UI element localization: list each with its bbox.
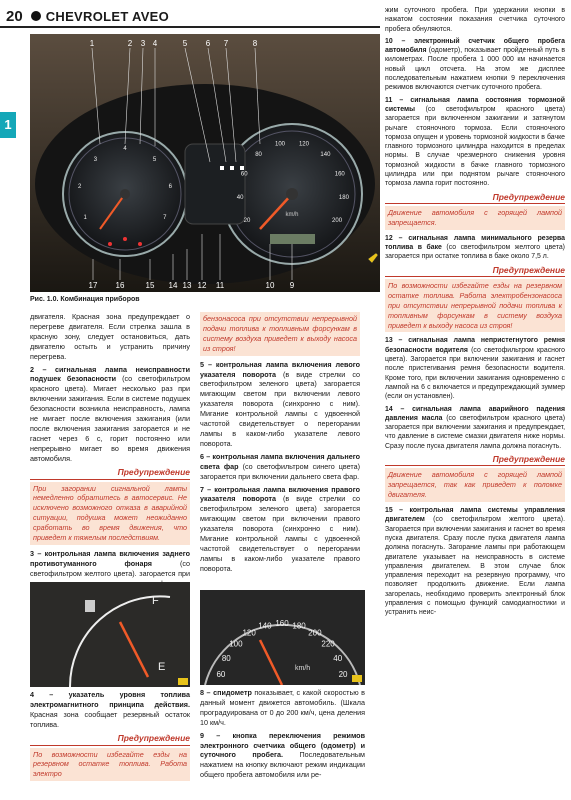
item-15-text: (со светофильтром желтого цвета). Загорается при включении зажигания и гаснет во время пуска двигателя. Сразу после пуска двигателя лампа должна погаснуть. Загорание лампы при работающем двигателе указывает на неисправность в системе управления двигателем. В этом случае блок управления переходит на резервную программу, что позволяет продолжить движение. Если лампа загорелась, необходимо проверить электронный блок управления с помощью функций самодиагностики и устранить неис- <box>385 516 565 617</box>
speed-scale-label: 140 <box>320 152 331 159</box>
text-column-2 <box>200 312 360 577</box>
item-11-text: (со светофильтром красного цвета) загорается при включенном зажигании и затянутом рычаге стояночного тормоза. Если стояночного тормоза опущен и уровень тормозной жидкости в бачке главного тормозного цилиндра находится в пределах нормы. В случае чрезмерного снижения уровня тормозной жидкости в бачке главного тормозного цилиндра или при поднятом рычаге стояночного тормоза лампа горит постоянно. <box>385 105 565 188</box>
page-number: 20 <box>6 7 23 25</box>
warning-box-2: По возможности избегайте езды на резервном остатке топлива. Работа электро <box>30 748 190 782</box>
item-8-lead: 8 – спидометр <box>200 688 252 697</box>
speedo-photo-label: 160 <box>275 619 289 628</box>
callout-number: 12 <box>197 281 207 290</box>
speedo-unit-label: km/h <box>295 665 311 672</box>
item-14-lead: 14 – сигнальная лампа аварийного падения давления масла <box>385 405 565 422</box>
fuel-gauge-photo <box>30 582 190 687</box>
callout-number: 8 <box>252 39 258 48</box>
text-column-2-bottom <box>200 688 365 783</box>
paragraph-14 <box>385 405 565 451</box>
instrument-cluster-photo <box>30 34 380 292</box>
item-11-lead: 11 – сигнальная лампа состояния тормозной системы <box>385 96 565 113</box>
rpm-scale-label: 7 <box>163 215 167 221</box>
speed-scale-label: 200 <box>332 218 343 224</box>
callout-number: 1 <box>89 39 95 48</box>
item-13-text: (со светофильтром красного цвета). Загорается при включении зажигания и гаснет после пристегивания ремня безопасности водителя. Кроме того, при включении зажигания одновременно с лампой на 6 с включается и предупреждающий зуммер (если он установлен). <box>385 346 565 401</box>
item-13-lead: 13 – сигнальная лампа непристегнутого ремня безопасности водителя <box>385 337 565 354</box>
speedo-photo-label: 120 <box>242 628 256 638</box>
callout-number: 11 <box>215 281 225 290</box>
paragraph-7 <box>200 485 360 574</box>
speed-scale-label: 80 <box>255 152 262 159</box>
warning-box-3: Движение автомобиля с горящей лампой запрещается. <box>385 206 565 230</box>
callout-number: 2 <box>127 39 133 48</box>
item-6-lead: 6 – контрольная лампа включения дальнего света фар <box>200 451 360 471</box>
paragraph-10 <box>385 37 565 93</box>
item-4-text: Красная зона сообщает резервный остаток топлива. <box>30 709 190 729</box>
callout-number: 7 <box>223 39 229 48</box>
item-3-lead: 3 – контрольная лампа включения заднего противотуманного фонаря <box>30 548 190 568</box>
warning-heading-4: Предупреждение <box>385 266 565 277</box>
text-column-1-bottom <box>30 690 190 785</box>
rpm-scale-label: 1 <box>83 215 87 221</box>
warning-heading-2: Предупреждение <box>30 734 190 746</box>
warning-heading-5: Предупреждение <box>385 455 565 466</box>
page-header <box>0 6 380 26</box>
item-9-lead: 9 – кнопка переключения режимов электронного счетчика общего (одометр) и суточного пробега. <box>200 730 365 760</box>
paragraph-2 <box>30 365 190 464</box>
speedo-photo-label: 100 <box>229 639 243 649</box>
callout-number: 3 <box>140 39 146 48</box>
item-7-lead: 7 – контрольная лампа включения правого указателя поворота <box>200 484 360 504</box>
item-2-text: (со светофильтром красного цвета). Мигает несколько раз при включении зажигания. Если в системе подушек безопасности возникла неисправность, лампа не мигает после включения зажигания (или после включения зажигания загорается и не гаснет через 6 с, горит постоянно или непрерывно мигает во время движения автомобиля. <box>30 374 191 463</box>
item-15-lead: 15 – контрольная лампа системы управления двигателем <box>385 507 565 524</box>
speed-scale-label: 40 <box>236 195 244 202</box>
units-label: km/h <box>285 212 299 218</box>
paragraph-top: жим суточного пробега. При удержании кнопки в нажатом состоянии показания счетчика суточного пробега обнуляются. <box>385 7 565 33</box>
wrench-icon <box>178 678 188 685</box>
fuel-empty-label: E <box>158 661 166 673</box>
speed-scale-label: 100 <box>275 141 286 148</box>
speedo-photo-label: 60 <box>216 670 226 680</box>
item-5-lead: 5 – контрольная лампа включения левого указателя поворота <box>200 359 360 379</box>
fuel-full-label: F <box>152 595 159 607</box>
bullet-icon <box>31 11 41 21</box>
item-6-text: (со светофильтром синего цвета) загорается при включении дальнего света фар. <box>200 461 360 481</box>
rpm-scale-label: 3 <box>93 156 98 163</box>
cluster-illustration <box>30 34 380 292</box>
callout-number: 9 <box>289 281 295 290</box>
callout-number: 15 <box>145 281 155 290</box>
callout-number: 17 <box>88 281 98 290</box>
speedo-photo-label: 80 <box>221 653 231 663</box>
warning-box-continued: бензонасоса при отсутствии непрерывной подачи топлива к топливным форсункам в систему воздуха приведет к выходу насоса из строя! <box>200 312 360 356</box>
speedo-photo-label: 200 <box>308 628 322 638</box>
speedo-photo-label: 40 <box>333 653 343 663</box>
item-12-text: (со светофильтром желтого цвета) загорается при остатке топлива в баке около 7,5 л. <box>385 244 565 261</box>
figure-caption: Рис. 1.0. Комбинация приборов <box>30 296 140 303</box>
warning-box: При загорании сигнальной лампы немедленно обратитесь в автосервис. Не исключено возможного отказа в аварийной ситуации, подушка может неожиданно сработать во время движения, что приведет к тяжелым последствиям. <box>30 482 190 545</box>
paragraph-13 <box>385 336 565 401</box>
brand-title: CHEVROLET AVEO <box>45 8 170 24</box>
warning-box-5: Движение автомобиля с горящей лампой запрещается, так как приведет к поломке двигателя. <box>385 468 565 502</box>
speed-scale-label: 180 <box>338 195 349 202</box>
paragraph-15 <box>385 506 565 618</box>
paragraph-9 <box>200 731 365 781</box>
warning-box-4: По возможности избегайте езды на резервном остатке топлива. Работа электробензонасоса при отсутствии непрерывной подачи топлива к топливным форсункам в систему воздуха приведет к выходу насоса из строя! <box>385 279 565 333</box>
item-14-text: (со светофильтром красного цвета) загорается при включении зажигания и предупреждает, что давление в системе смазки двигателя ниже нормы. Сразу после пуска двигателя лампа должна погаснуть. <box>385 414 566 450</box>
speedo-photo-label: 20 <box>338 670 348 680</box>
speed-scale-label: 120 <box>298 141 309 148</box>
rpm-scale-label: 6 <box>168 184 172 191</box>
paragraph-5 <box>200 360 360 449</box>
speed-scale-label: 20 <box>243 218 251 224</box>
paragraph-8 <box>200 688 365 728</box>
warning-heading-3: Предупреждение <box>385 193 565 204</box>
rpm-scale-label: 5 <box>152 156 157 163</box>
speedo-photo-label: 180 <box>292 621 306 631</box>
callout-number: 4 <box>152 39 158 48</box>
paragraph-11 <box>385 96 565 189</box>
callout-number: 10 <box>265 281 275 290</box>
item-4-lead: 4 – указатель уровня топлива электромагнитного принципа действия. <box>30 690 190 709</box>
item-12-lead: 12 – сигнальная лампа минимального резерва топлива в баке <box>385 234 565 252</box>
item-10-text: (одометр), показывает пройденный путь в километрах. После пробега 1 000 000 км начинается новый цикл отсчета. На этом же дисплее последовательным нажатием кнопки 9 переключения режимов включаются счетчик суточного пробега. <box>385 47 565 92</box>
speed-scale-label: 160 <box>334 171 345 178</box>
speed-scale-label: 60 <box>240 171 248 178</box>
paragraph-12 <box>385 234 565 262</box>
callout-number: 14 <box>168 281 178 290</box>
speedo-photo-label: 140 <box>258 621 272 631</box>
chapter-tab: 1 <box>0 112 16 138</box>
rpm-scale-label: 4 <box>123 146 127 152</box>
callout-number: 13 <box>182 281 192 290</box>
paragraph-1: двигателя. Красная зона предупреждает о перегреве двигателя. Если стрелка зашла в красную зону, следует остановиться, дать двигателю остыть и устранить причину перегрева. <box>30 312 190 361</box>
warning-heading: Предупреждение <box>30 468 190 480</box>
item-9-text: Последовательным нажатием на кнопку включают режим индикации общего пробега автомобиля или ре- <box>200 750 365 780</box>
fuel-pump-icon <box>85 600 95 612</box>
item-10-lead: 10 – электронный счетчик общего пробега автомобиля <box>385 37 565 55</box>
callout-number: 16 <box>115 281 125 290</box>
paragraph-6 <box>200 452 360 482</box>
item-2-lead: 2 – сигнальная лампа неисправности подушек безопасности <box>30 364 190 384</box>
text-column-3 <box>385 6 565 621</box>
header-rule <box>0 26 380 28</box>
rpm-scale-label: 2 <box>78 184 82 191</box>
speedometer-photo <box>200 590 365 685</box>
item-7-text: (в виде стрелки со светофильтром зеленого цвета) загорается мигающим светом при включении правого указателя поворота (синхронно с ним). Мигание контрольной лампы с удвоенной частотой свидетельствует о перегорании лампы в каком-либо указателе правого поворота. <box>200 494 360 573</box>
speedo-photo-label: 220 <box>321 639 335 649</box>
item-8-text: показывает, с какой скоростью в данный момент движется автомобиль. (Шкала проградуирована от 0 до 200 км/ч, цена деления 10 км/ч. <box>200 688 365 727</box>
wrench-icon <box>352 675 362 682</box>
callout-number: 5 <box>182 39 188 48</box>
text-column-1 <box>30 312 190 592</box>
paragraph-4 <box>30 690 190 730</box>
callout-number: 6 <box>205 39 211 48</box>
item-3-text: (со светофильтром желтого цвета). загорается при <box>30 558 191 578</box>
item-5-text: (в виде стрелки со светофильтром зеленого цвета) загорается мигающим светом при включении левого указателя поворота (синхронно с ним). Мигание контрольной лампы с удвоенной частотой свидетельствует о перегорании лампы в каком-либо указателе левого поворота. <box>200 369 360 448</box>
